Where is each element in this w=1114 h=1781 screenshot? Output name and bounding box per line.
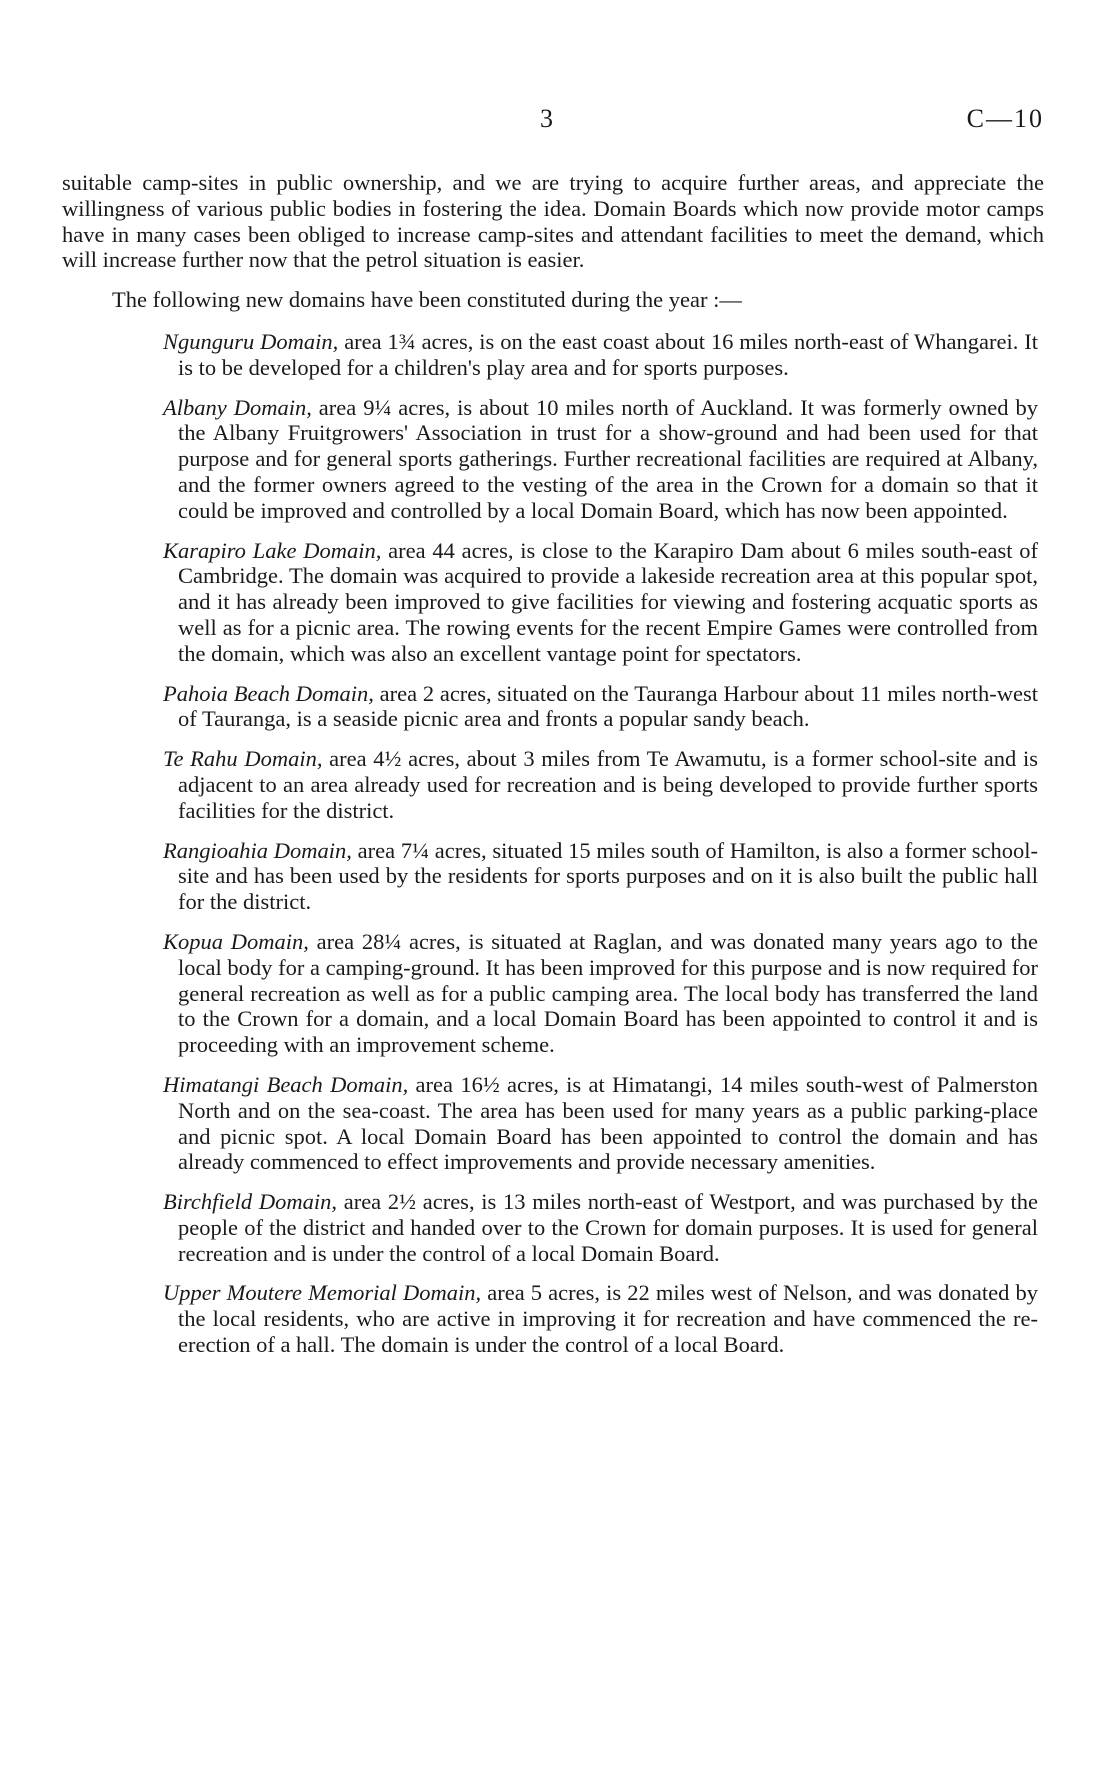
domain-name: Rangioahia Domain, xyxy=(163,837,352,863)
page-number: 3 xyxy=(540,104,554,133)
domain-name: Karapiro Lake Domain, xyxy=(163,537,382,563)
domain-entry-albany xyxy=(163,394,1044,524)
domain-entry-kopua xyxy=(163,928,1044,1058)
domain-name: Himatangi Beach Domain, xyxy=(163,1071,409,1097)
intro-paragraph: suitable camp-sites in public ownership, and we are trying to acquire further areas, and appreciate the willingness of various public bodies in fostering the idea. Domain Boards which now provide motor camps have in many cases been obliged to increase camp-sites and attendant facilities to meet the demand, which will increase further now that the petrol situation is easier. xyxy=(62,170,1044,273)
domain-name: Pahoia Beach Domain, xyxy=(163,680,374,706)
domain-entry-te-rahu xyxy=(163,746,1044,823)
domain-name: Ngunguru Domain, xyxy=(163,328,339,354)
domain-description: area 28¼ acres, is situated at Raglan, and was donated many years ago to the local body for a camping-ground. It has been improved for this purpose and is now required for general recreation as well as for a public camping area. The local body has transferred the land to the Crown for a domain, and a local Domain Board has been appointed to control it and is proceeding with an improvement scheme. xyxy=(178,928,1038,1058)
domain-description: area 44 acres, is close to the Karapiro Dam about 6 miles south-east of Cambridge. The domain was acquired to provide a lakeside recreation area at this popular spot, and it has already been improved to give facilities for viewing and fostering acquatic sports as well as for a picnic area. The rowing events for the recent Empire Games were controlled from the domain, which was also an excellent vantage point for spectators. xyxy=(178,537,1039,666)
domain-description: area 9¼ acres, is about 10 miles north of Auckland. It was formerly owned by the Albany Fruitgrowers' Association in trust for a show-ground and had been used for that purpose and for general sports gatherings. Further recreational facilities are required at Albany, and the former owners agreed to the vesting of the area in the Crown for a domain so that it could be improved and controlled by a local Domain Board, which has now been appointed. xyxy=(178,394,1038,523)
domain-entry-karapiro-lake xyxy=(163,537,1044,667)
domain-name: Birchfield Domain, xyxy=(163,1189,337,1215)
domain-name: Kopua Domain, xyxy=(163,928,309,954)
domain-description: area 5 acres, is 22 miles west of Nelson, and was donated by the local residents, who are active in improving it for recreation and have commenced the re-erection of a hall. The domain is under the control of a local Board. xyxy=(178,1280,1038,1358)
page-header xyxy=(0,104,1114,134)
lead-in-paragraph: The following new domains have been constituted during the year :— xyxy=(112,287,742,313)
domain-entry-pahoia-beach xyxy=(163,680,1044,733)
domain-description: area 16½ acres, is at Himatangi, 14 miles south-west of Palmerston North and on the sea-coast. The area has been used for many years as a public parking-place and picnic spot. A local Domain Board has been appointed to control the domain and has already commenced to effect improvements and provide necessary amenities. xyxy=(178,1071,1038,1175)
domain-entry-rangioahia xyxy=(163,837,1044,915)
domain-description: area 2 acres, situated on the Tauranga Harbour about 11 miles north-west of Tauranga, is a seaside picnic area and fronts a popular sandy beach. xyxy=(178,680,1039,732)
domain-name: Te Rahu Domain, xyxy=(163,746,323,772)
domain-name: Albany Domain, xyxy=(163,394,312,420)
domain-description: area 1¾ acres, is on the east coast about 16 miles north-east of Whangarei. It is to be developed for a children's play area and for sports purposes. xyxy=(178,328,1039,380)
domain-description: area 4½ acres, about 3 miles from Te Awamutu, is a former school-site and is adjacent to an area already used for recreation and is being developed to provide further sports facilities for the district. xyxy=(178,746,1039,823)
domain-description: area 7¼ acres, situated 15 miles south of Hamilton, is also a former school-site and has been used by the residents for sports purposes and on it is also built the public hall for the district. xyxy=(178,837,1038,915)
domain-entry-himatangi-beach xyxy=(163,1071,1044,1175)
domain-name: Upper Moutere Memorial Domain, xyxy=(163,1280,482,1306)
domain-description: area 2½ acres, is 13 miles north-east of Westport, and was purchased by the people of the district and handed over to the Crown for domain purposes. It is used for general recreation and is under the control of a local Domain Board. xyxy=(178,1189,1038,1266)
domain-entry-upper-moutere-memorial xyxy=(163,1280,1044,1358)
paper-reference: C—10 xyxy=(966,104,1044,133)
body-text xyxy=(62,170,1044,1372)
domain-entry-ngunguru xyxy=(163,328,1044,381)
domain-entry-birchfield xyxy=(163,1189,1044,1266)
